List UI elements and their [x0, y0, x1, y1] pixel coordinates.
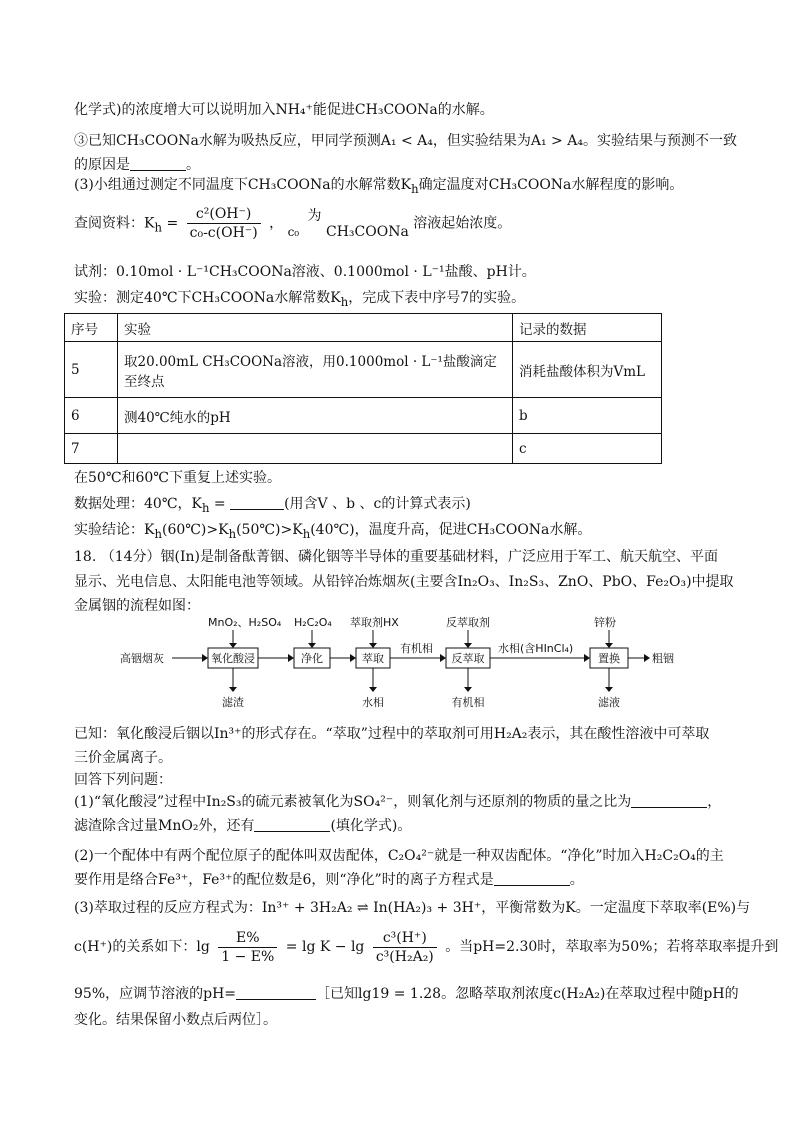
flow-start-label: 高铟烟灰	[120, 652, 164, 665]
text-line: 滤渣除含过量MnO₂外，还有 (填化学式)。	[74, 818, 412, 834]
text-line: (3)萃取过程的反应方程式为：In³⁺ + 3H₂A₂ ⇌ In(HA₂)₃ + 3H⁺，平衡常数为K。一定温度下萃取率(E%)与	[74, 900, 751, 916]
table-header-cell: 实验	[118, 314, 513, 342]
table-cell: b	[513, 398, 662, 434]
text-line: 实验：测定40℃下CH₃COONa水解常数$K_h$，完成下表中序号7的实验。	[74, 290, 526, 309]
experiment-table	[64, 313, 662, 464]
flow-arrowhead	[369, 687, 377, 692]
table-cell[interactable]	[118, 434, 513, 464]
flow-box-label: 置换	[598, 652, 620, 665]
table-cell: 7	[65, 434, 118, 464]
answer-blank[interactable]	[494, 871, 570, 886]
flow-box-label: 反萃取	[451, 652, 485, 665]
text-line: 回答下列问题：	[74, 772, 172, 788]
table-cell: 取20.00mL CH₃COONa溶液，用0.1000mol · L⁻¹盐酸滴定至终点	[118, 342, 513, 398]
flow-input-label: H₂C₂O₄	[294, 616, 332, 629]
formula-line: 查阅资料：$K_h$ = $\frac{\text{c²(OH⁻)}}{\text{c₀-c(OH⁻)}}$ ， c₀ 为 CH₃COONa 溶液起始浓度。	[74, 206, 512, 241]
answer-blank[interactable]	[254, 817, 330, 832]
flow-output-label: 滤液	[598, 696, 620, 709]
table-cell: 5	[65, 342, 118, 398]
kh-fraction: $\frac{\text{c²(OH⁻)}}{\text{c₀-c(OH⁻)}}$	[187, 205, 261, 242]
table-cell: c	[513, 434, 662, 464]
text-line: 实验结论：$K_h(60℃)>K_h(50℃)>K_h(40℃)$，温度升高，促进CH₃COONa水解。	[74, 522, 592, 541]
extraction-fraction: $\frac{E\%}{1 - E\%}$	[218, 929, 277, 966]
flow-arrowhead	[229, 687, 237, 692]
flow-end-label: 粗铟	[652, 652, 674, 665]
text-line: (1)“氧化酸浸”过程中In₂S₃的硫元素被氧化为SO₄²⁻，则氧化剂与还原剂的物质的量之比为 ，	[74, 794, 722, 810]
concentration-fraction: $\frac{\text{c³(H⁺)}}{\text{c³(H₂A₂)}}$	[373, 929, 437, 966]
flow-arrowhead	[308, 643, 316, 648]
flow-mid-label: 有机相	[400, 642, 433, 655]
flow-output-label: 滤渣	[222, 696, 244, 709]
text-line: 数据处理：40℃，$K_h$ = (用含V 、b 、c的计算式表示)	[74, 496, 471, 515]
answer-blank[interactable]	[230, 495, 284, 510]
flow-arrowhead	[464, 687, 472, 692]
flow-arrowhead	[605, 643, 613, 648]
flow-arrowhead	[464, 643, 472, 648]
flow-input-label: 锌粉	[594, 616, 616, 629]
flow-mid-label: 水相(含HInCl₄)	[498, 642, 574, 655]
table-cell: 消耗盐酸体积为VmL	[513, 342, 662, 398]
table-row	[65, 434, 662, 464]
text-line: ③已知CH₃COONa水解为吸热反应，甲同学预测A₁ < A₄，但实验结果为A₁ > A₄。实验结果与预测不一致	[74, 133, 737, 149]
text-line: 试剂：0.10mol · L⁻¹CH₃COONa溶液、0.1000mol · L⁻¹盐酸、pH计。	[74, 264, 536, 280]
table-cell: 6	[65, 398, 118, 434]
table-header-cell: 记录的数据	[513, 314, 662, 342]
text-line: 化学式)的浓度增大可以说明加入NH₄⁺能促进CH₃COONa的水解。	[74, 102, 494, 118]
table-row	[65, 342, 662, 398]
text-line: 要作用是络合Fe³⁺，Fe³⁺的配位数是6，则“净化”时的离子方程式是 。	[74, 872, 584, 888]
text-line: 显示、光电信息、太阳能电池等领域。从铅锌冶炼烟灰(主要含In₂O₃、In₂S₃、ZnO、PbO、Fe₂O₃)中提取	[74, 574, 734, 590]
question-18-line: 18. （14分）铟(In)是制备酞菁铟、磷化铟等半导体的重要基础材料，广泛应用于军工、航天航空、平面	[74, 549, 718, 565]
flow-box-label: 净化	[301, 652, 323, 665]
answer-blank[interactable]	[236, 985, 316, 1000]
process-flow-diagram	[118, 612, 688, 712]
flow-box-label: 氧化酸浸	[211, 652, 255, 665]
text-line: 95%，应调节溶液的pH= ［已知lg19 = 1.28。忽略萃取剂浓度c(H₂A₂)在萃取过程中随pH的	[74, 986, 739, 1002]
flow-arrowhead	[440, 654, 446, 662]
text-line: (3)小组通过测定不同温度下CH₃COONa的水解常数$K_h$确定温度对CH₃COONa水解程度的影响。	[74, 177, 684, 196]
answer-blank[interactable]	[631, 793, 707, 808]
text-line: 三价金属离子。	[74, 750, 172, 766]
answer-blank[interactable]	[130, 156, 186, 171]
flow-input-label: 萃取剂HX	[350, 616, 399, 629]
text-line: (2)一个配体中有两个配位原子的配体叫双齿配体，C₂O₄²⁻就是一种双齿配体。“净化”时加入H₂C₂O₄的主	[74, 848, 724, 864]
flow-arrowhead	[350, 654, 356, 662]
flow-arrowhead	[202, 654, 208, 662]
flow-arrowhead	[644, 654, 650, 662]
flow-input-label: MnO₂、H₂SO₄	[208, 616, 282, 629]
flow-input-label: 反萃取剂	[446, 616, 490, 629]
text-line: 金属铟的流程如图：	[74, 598, 200, 614]
text-line: 的原因是 。	[74, 157, 200, 173]
flow-arrowhead	[369, 643, 377, 648]
table-row	[65, 398, 662, 434]
flow-arrowhead	[229, 643, 237, 648]
flow-output-label: 水相	[362, 696, 384, 709]
text-line: 在50℃和60℃下重复上述实验。	[74, 470, 281, 486]
flow-box-label: 萃取	[362, 652, 384, 665]
text-line: 变化。结果保留小数点后两位］。	[74, 1012, 277, 1028]
table-cell: 测40℃纯水的pH	[118, 398, 513, 434]
flow-output-label: 有机相	[451, 696, 485, 709]
flow-arrowhead	[605, 687, 613, 692]
table-header-row	[65, 314, 662, 342]
flow-arrowhead	[584, 654, 590, 662]
text-line: 已知：氧化酸浸后铟以In³⁺的形式存在。“萃取”过程中的萃取剂可用H₂A₂表示，其在酸性溶液中可萃取	[74, 726, 710, 742]
formula-line: c(H⁺)的关系如下：lg $\frac{E\%}{1 - E\%}$ = lg K − lg $\frac{\text{c³(H⁺)}}{\text{c³(H₂A₂)}}$ 。当pH=2.30时，萃取率为50%；若将萃取率提升到	[74, 929, 779, 965]
flow-arrowhead	[288, 654, 294, 662]
table-header-cell: 序号	[65, 314, 118, 342]
